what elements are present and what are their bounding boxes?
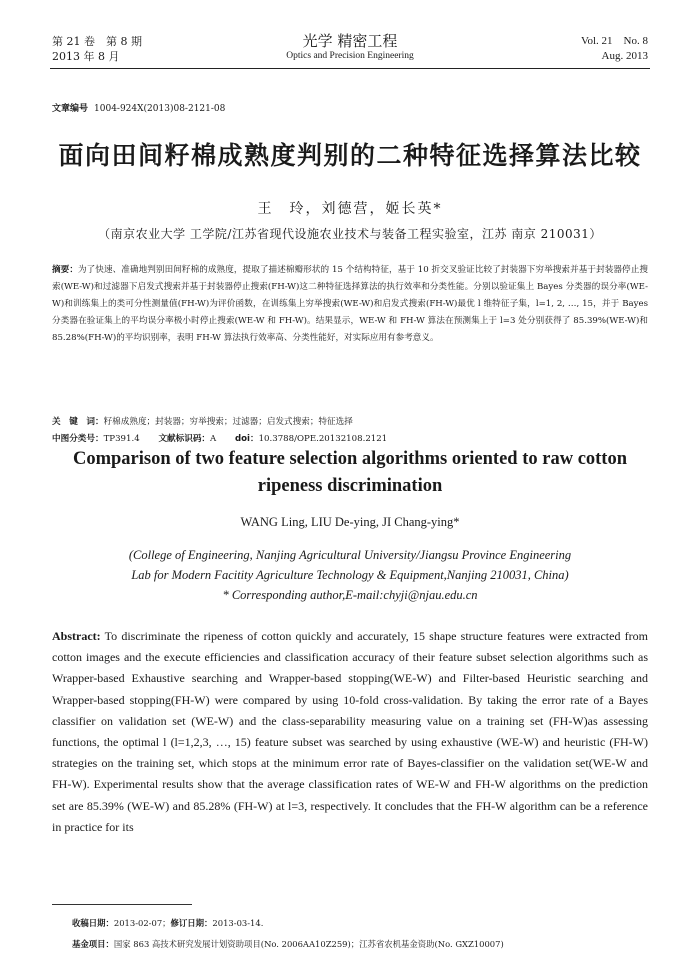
corresponding-author: * Corresponding author,E-mail:chyji@njau.edu.cn [222,588,478,602]
received-date: 2013-02-07； [113,918,171,928]
clc-value: TP391.4 [103,434,140,444]
authors-en: WANG Ling, LIU De-ying, JI Chang-ying* [240,515,460,529]
keywords-text: 籽棉成熟度；封装器；穷举搜索；过滤器；启发式搜索；特征选择 [103,417,353,427]
header-rule [50,68,650,69]
fund-label: 基金项目： [72,939,114,949]
fund-text: 国家 863 高技术研究发展计划资助项目(No. 2006AA10Z259)；江苏省农机基金资助(No. GXZ10007) [113,939,504,949]
abstract-en-label: Abstract: [52,629,101,643]
header-right [581,34,648,64]
footnote-rule [52,904,192,905]
authors-cn: 王 玲，刘德营，姬长英* [257,201,443,217]
doc-code [158,434,216,444]
journal-name-cn: 光学 精密工程 [302,32,398,50]
affiliation-en-line: (College of Engineering, Nanjing Agricultural University/Jiangsu Province Engineering [128,548,572,562]
affiliation-en [50,545,650,605]
page-header [0,0,700,72]
clc-label: 中图分类号： [52,434,104,444]
clc [52,434,140,444]
keywords-label: 关 键 词： [52,417,104,427]
doi-label: doi： [234,434,259,444]
doi-value: 10.3788/OPE.20132108.2121 [258,434,388,444]
header-left [52,34,142,64]
funding-footnote [72,934,652,955]
journal-name [200,32,500,62]
date-en: Aug. 2013 [601,50,648,62]
dates-footnote [72,913,652,934]
doi [235,434,387,444]
volume-issue-cn: 第 21 卷 第 8 期 [52,35,142,48]
doc-code-value: A [210,434,217,444]
footnotes [72,913,652,955]
abstract-cn [52,262,648,347]
revised-label: 修订日期： [170,918,213,928]
revised-date: 2013-03-14. [212,918,264,928]
affiliation-en-line: Lab for Modern Facitity Agriculture Technology & Equipment,Nanjing 210031, China) [131,568,569,582]
article-number-label: 文章编号 [52,104,89,114]
title-en: Comparison of two feature selection algorithms oriented to raw cotton ripeness discrimination [72,449,628,496]
volume-issue-en: Vol. 21 No. 8 [580,35,648,47]
article-number [52,101,225,114]
affiliation-cn: （南京农业大学 工学院/江苏省现代设施农业技术与装备工程实验室，江苏 南京 210031） [98,227,602,241]
received-label: 收稿日期： [72,918,114,928]
keywords-cn [52,414,648,431]
abstract-cn-label: 摘要： [52,265,78,275]
title-cn: 面向田间籽棉成熟度判别的二种特征选择算法比较 [58,141,642,170]
abstract-cn-text: 为了快速、准确地判别田间籽棉的成熟度，提取了描述棉瓣形状的 15 个结构特征，基于 10 折交叉验证比较了封装器下穷举搜索并基于封装器停止搜索(WE-W)和过滤器下启发式搜索并基于封装器停止搜索(FH-W)这二种特征选择算法的执行效率和分类性能。分别以验证集上 Bayes 分类器的误分率(WE-W)和训练集上的类可分性测量值(FH-W)为评价函数，在训练集上穷举搜索(WE-W)和启发式搜索(FH-W)最优 l 维特征子集，l=1, 2, …, 15，并于 Bayes 分类器在验证集上的平均误分率极小时停止搜索(WE-W 和 FH-W)。结果显示，WE-W 和 FH-W 算法在预测集上于 l=3 处分别获得了 85.39%(WE-W)和 85.28%(FH-W)的平均识别率，表明 FH-W 算法执行效率高、分类性能好，对实际应用有参考意义。 [52,265,648,343]
date-cn: 2013 年 8 月 [52,50,120,63]
abstract-en [52,626,648,838]
journal-name-en: Optics and Precision Engineering [286,51,414,61]
abstract-en-text: To discriminate the ripeness of cotton quickly and accurately, 15 shape structure features were extracted from cotton images and the execute efficiencies and classification accuracy of their feature subset selection algorithms such as Wrapper-based Exhaustive searching and Wrapper-based stopping(WE-W) and Filter-based Heuristic searching and Wrapper-based stopping(FH-W) were compared by using 10-fold cross-validation. By taking the error rate of a Bayes classifier on validation set (WE-W) and the class-separability measuring value on a training set (FH-W)as assessing functions, the optimal l (l=1,2,3, …, 15) feature subset was searched by using exhaustive (WE-W) and heuristic (FH-W) strategies on the training set, which stops at the minimum error rate of Bayes-classifier on the validation set(WE-W and FH-W). Experimental results show that the average classification rates of WE-W and FH-W algorithms on the prediction set are 85.39% (WE-W) and 85.28% (FH-W) at l=3, respectively. It concludes that the FH-W algorithm can be a reference in practice for its [52,629,648,834]
doc-code-label: 文献标识码： [158,434,211,444]
article-number-value: 1004-924X(2013)08-2121-08 [94,104,226,114]
